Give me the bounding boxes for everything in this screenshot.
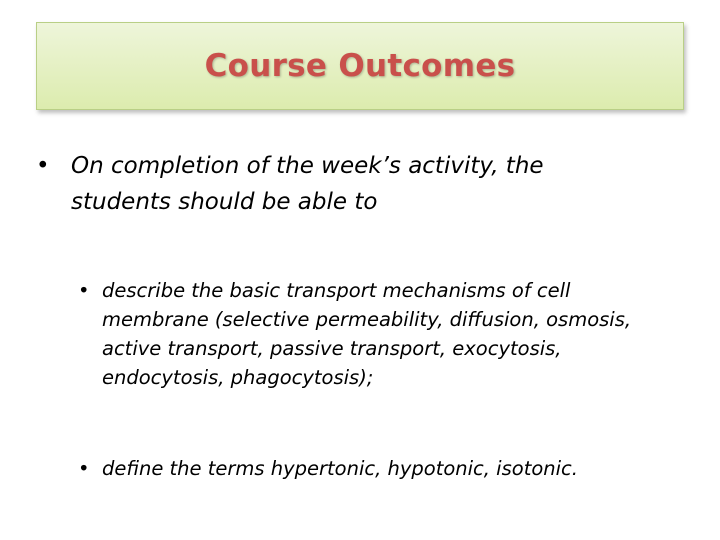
- bullet-dot: •: [78, 457, 90, 480]
- sub-bullet-define: [78, 454, 678, 483]
- bullet-dot: •: [36, 153, 50, 179]
- bullet-intro: [36, 148, 636, 220]
- title-box: [36, 22, 684, 110]
- sub-bullet-text: define the terms hypertonic, hypotonic, isotonic.: [102, 457, 578, 480]
- slide-title: Course Outcomes: [204, 48, 516, 84]
- sub-bullet-describe: [78, 276, 678, 392]
- bullet-intro-text: On completion of the week’s activity, the students should be able to: [71, 153, 544, 215]
- bullet-dot: •: [78, 279, 90, 302]
- sub-bullet-text: describe the basic transport mechanisms of cell membrane (selective permeability, diffusion, osmosis, active transport, passive transport, exocytosis, endocytosis, phagocytosis);: [102, 279, 632, 389]
